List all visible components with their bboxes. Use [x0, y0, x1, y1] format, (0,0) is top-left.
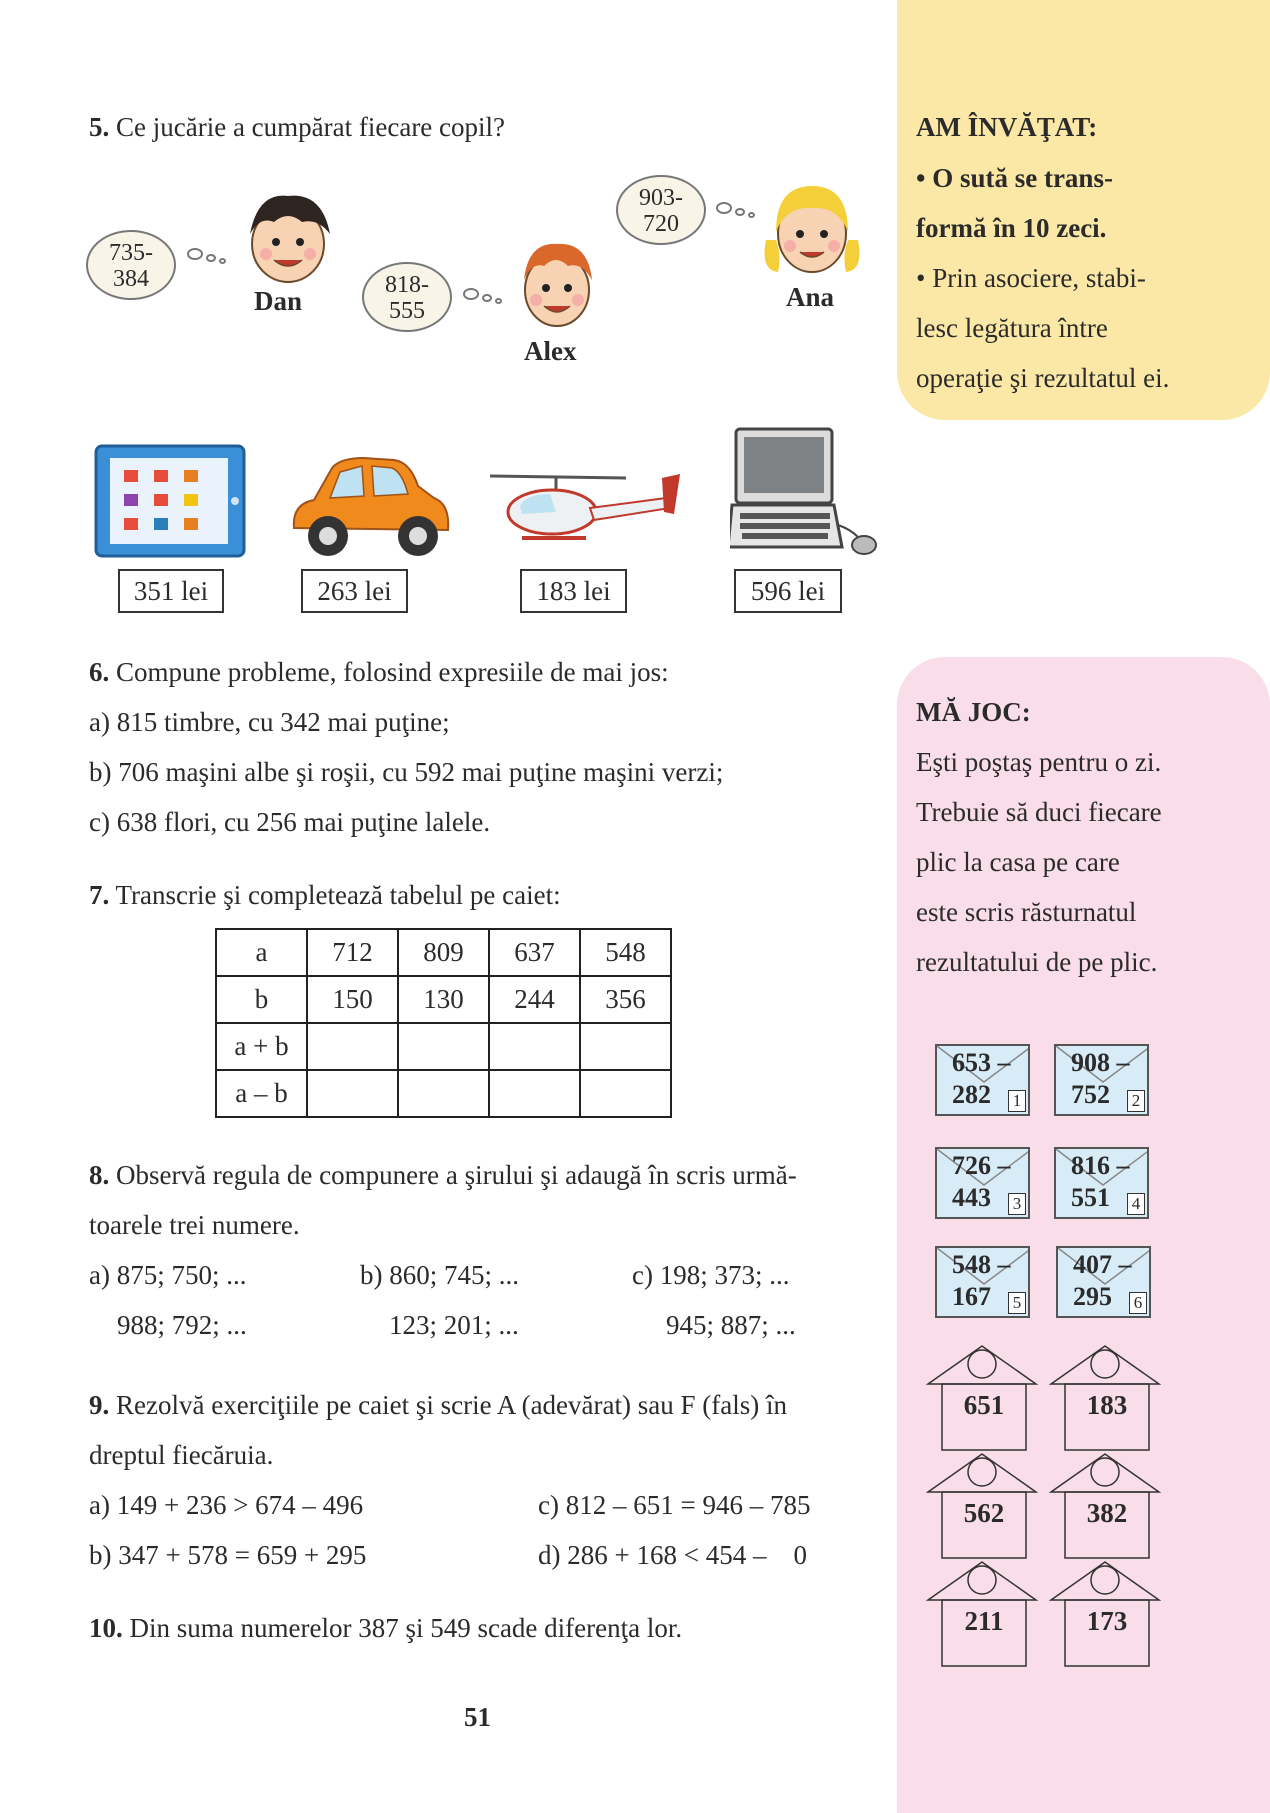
envelope-expr-top: 548 –	[952, 1250, 1011, 1279]
envelope-6[interactable]	[1056, 1246, 1151, 1318]
envelope-expr-top: 726 –	[952, 1151, 1011, 1180]
table-cell: 809	[398, 929, 489, 976]
ex8-item: 123; 201; ...	[389, 1310, 519, 1340]
envelope-expr-bottom: 295	[1073, 1282, 1112, 1311]
table-cell-blank[interactable]	[580, 1023, 671, 1070]
ana-thought-bubble	[616, 175, 706, 245]
bubble-line: 818-	[385, 272, 429, 298]
thought-dot	[735, 208, 745, 216]
ma-joc-title: MĂ JOC:	[916, 697, 1031, 727]
ex8-text-cont: toarele trei numere.	[89, 1210, 300, 1240]
ex8-text: Observă regula de compunere a şirului şi adaugă în scris urmă-	[116, 1160, 797, 1190]
table-cell: 130	[398, 976, 489, 1023]
table-cell-blank[interactable]	[307, 1023, 398, 1070]
ex8-item: a) 875; 750; ...	[89, 1260, 247, 1290]
house-number: 651	[963, 1390, 1005, 1420]
thought-dot	[495, 298, 502, 304]
ma-joc-line: rezultatului de pe plic.	[916, 947, 1158, 977]
ex6-prompt	[89, 657, 669, 688]
tablet-icon	[92, 442, 248, 560]
house-number: 562	[963, 1498, 1005, 1528]
ex9-number: 9.	[89, 1390, 110, 1420]
envelope-2[interactable]	[1054, 1044, 1149, 1116]
ex6-item: a) 815 timbre, cu 342 mai puţine;	[89, 707, 450, 737]
table-cell: 712	[307, 929, 398, 976]
thought-dot	[187, 248, 203, 260]
ma-joc-line: este scris răsturnatul	[916, 897, 1137, 927]
girl-face-icon	[760, 180, 864, 280]
table-row	[216, 929, 671, 976]
ex8-item: 945; 887; ...	[666, 1310, 796, 1340]
table-cell: 356	[580, 976, 671, 1023]
kid-name-ana: Ana	[786, 282, 835, 312]
ma-joc-line: Trebuie să duci fiecare	[916, 797, 1162, 827]
envelope-number: 2	[1127, 1090, 1145, 1112]
table-cell: a + b	[216, 1023, 307, 1070]
envelope-number: 3	[1008, 1193, 1026, 1215]
ex9-item: c) 812 – 651 = 946 – 785	[538, 1490, 811, 1520]
house-4[interactable]	[1049, 1452, 1161, 1562]
ex9-text-cont: dreptul fiecăruia.	[89, 1440, 274, 1470]
envelope-expr-bottom: 443	[952, 1183, 991, 1212]
kid-name-dan: Dan	[254, 286, 303, 316]
table-cell: a – b	[216, 1070, 307, 1117]
ex6-item: c) 638 flori, cu 256 mai puţine lalele.	[89, 807, 491, 837]
thought-dot	[716, 202, 732, 214]
thought-dot	[463, 288, 479, 300]
bubble-line: 384	[113, 266, 149, 292]
house-number: 183	[1086, 1390, 1128, 1420]
ex8-prompt	[89, 1160, 797, 1191]
price-tag: 263 lei	[301, 569, 408, 613]
ma-joc-line: Eşti poştaş pentru o zi.	[916, 747, 1162, 777]
table-cell-blank[interactable]	[489, 1070, 580, 1117]
thought-dot	[748, 212, 755, 218]
envelope-expr-top: 407 –	[1073, 1250, 1132, 1279]
ex5-prompt	[89, 112, 505, 143]
bubble-line: 720	[643, 211, 679, 237]
envelope-1[interactable]	[935, 1044, 1030, 1116]
envelope-expr-bottom: 167	[952, 1282, 991, 1311]
house-6[interactable]	[1049, 1560, 1161, 1670]
ex9-item: a) 149 + 236 > 674 – 496	[89, 1490, 364, 1520]
am-invatat-box	[897, 0, 1270, 420]
am-invatat-line: formă în 10 zeci.	[916, 213, 1107, 243]
laptop-icon	[730, 425, 878, 555]
house-2[interactable]	[1049, 1344, 1161, 1454]
am-invatat-line: • O sută se trans-	[916, 163, 1113, 193]
table-cell-blank[interactable]	[580, 1070, 671, 1117]
table-cell-blank[interactable]	[398, 1070, 489, 1117]
ex7-number: 7.	[89, 880, 110, 910]
envelope-number: 5	[1008, 1292, 1026, 1314]
ex7-table	[215, 928, 672, 1118]
house-5[interactable]	[926, 1560, 1038, 1670]
house-number: 173	[1086, 1606, 1128, 1636]
thought-dot	[206, 254, 216, 262]
ex9-prompt	[89, 1390, 787, 1421]
page-number: 51	[464, 1702, 491, 1732]
house-number: 211	[964, 1606, 1004, 1636]
am-invatat-line: operaţie şi rezultatul ei.	[916, 363, 1170, 393]
boy-face-icon	[238, 188, 338, 288]
house-1[interactable]	[926, 1344, 1038, 1454]
envelope-3[interactable]	[935, 1147, 1030, 1219]
table-cell-blank[interactable]	[307, 1070, 398, 1117]
table-cell: a	[216, 929, 307, 976]
table-cell: 548	[580, 929, 671, 976]
dan-thought-bubble	[86, 230, 176, 300]
envelope-5[interactable]	[935, 1246, 1030, 1318]
envelope-expr-top: 816 –	[1071, 1151, 1130, 1180]
ex9-item: d) 286 + 168 < 454 – 0	[538, 1540, 807, 1570]
bubble-line: 903-	[639, 185, 683, 211]
ex9-item: b) 347 + 578 = 659 + 295	[89, 1540, 367, 1570]
am-invatat-title: AM ÎNVĂŢAT:	[916, 112, 1098, 142]
ex8-number: 8.	[89, 1160, 110, 1190]
ex6-number: 6.	[89, 657, 110, 687]
thought-dot	[219, 258, 226, 264]
table-row	[216, 1023, 671, 1070]
alex-thought-bubble	[362, 262, 452, 332]
boy-face-icon	[512, 236, 602, 332]
ma-joc-line: plic la casa pe care	[916, 847, 1120, 877]
table-row	[216, 976, 671, 1023]
ex9-text: Rezolvă exerciţiile pe caiet şi scrie A (adevărat) sau F (fals) în	[116, 1390, 787, 1420]
kid-name-alex: Alex	[524, 336, 577, 366]
ex8-item: b) 860; 745; ...	[360, 1260, 519, 1290]
table-cell: b	[216, 976, 307, 1023]
table-row	[216, 1070, 671, 1117]
ex8-item: c) 198; 373; ...	[632, 1260, 790, 1290]
bubble-line: 735-	[109, 240, 153, 266]
table-cell: 150	[307, 976, 398, 1023]
envelope-expr-bottom: 752	[1071, 1080, 1110, 1109]
ex6-text: Compune probleme, folosind expresiile de mai jos:	[116, 657, 669, 687]
ex6-item: b) 706 maşini albe şi roşii, cu 592 mai puţine maşini verzi;	[89, 757, 724, 787]
am-invatat-line: lesc legătura între	[916, 313, 1108, 343]
toy-helicopter-icon	[486, 458, 696, 552]
bubble-line: 555	[389, 298, 425, 324]
house-3[interactable]	[926, 1452, 1038, 1562]
envelope-number: 6	[1129, 1292, 1147, 1314]
ex5-number: 5.	[89, 112, 110, 142]
toy-car-icon	[284, 452, 454, 564]
price-tag: 183 lei	[520, 569, 627, 613]
table-cell-blank[interactable]	[398, 1023, 489, 1070]
table-cell: 244	[489, 976, 580, 1023]
price-tag: 596 lei	[734, 569, 842, 613]
table-cell-blank[interactable]	[489, 1023, 580, 1070]
envelope-expr-top: 653 –	[952, 1048, 1011, 1077]
envelope-expr-top: 908 –	[1071, 1048, 1130, 1077]
envelope-expr-bottom: 282	[952, 1080, 991, 1109]
price-tag: 351 lei	[118, 569, 224, 613]
ex5-text: Ce jucărie a cumpărat fiecare copil?	[116, 112, 506, 142]
ex8-item: 988; 792; ...	[117, 1310, 247, 1340]
ex10-number: 10.	[89, 1613, 123, 1643]
ex7-prompt	[89, 880, 561, 911]
envelope-number: 1	[1008, 1090, 1026, 1112]
ex10-text: Din suma numerelor 387 şi 549 scade diferenţa lor.	[129, 1613, 683, 1643]
table-cell: 637	[489, 929, 580, 976]
ex10-prompt	[89, 1613, 682, 1644]
ex7-text: Transcrie şi completează tabelul pe caiet:	[115, 880, 561, 910]
envelope-4[interactable]	[1054, 1147, 1149, 1219]
envelope-expr-bottom: 551	[1071, 1183, 1110, 1212]
envelope-number: 4	[1127, 1193, 1145, 1215]
house-number: 382	[1086, 1498, 1128, 1528]
thought-dot	[482, 294, 492, 302]
am-invatat-line: • Prin asociere, stabi-	[916, 263, 1146, 293]
